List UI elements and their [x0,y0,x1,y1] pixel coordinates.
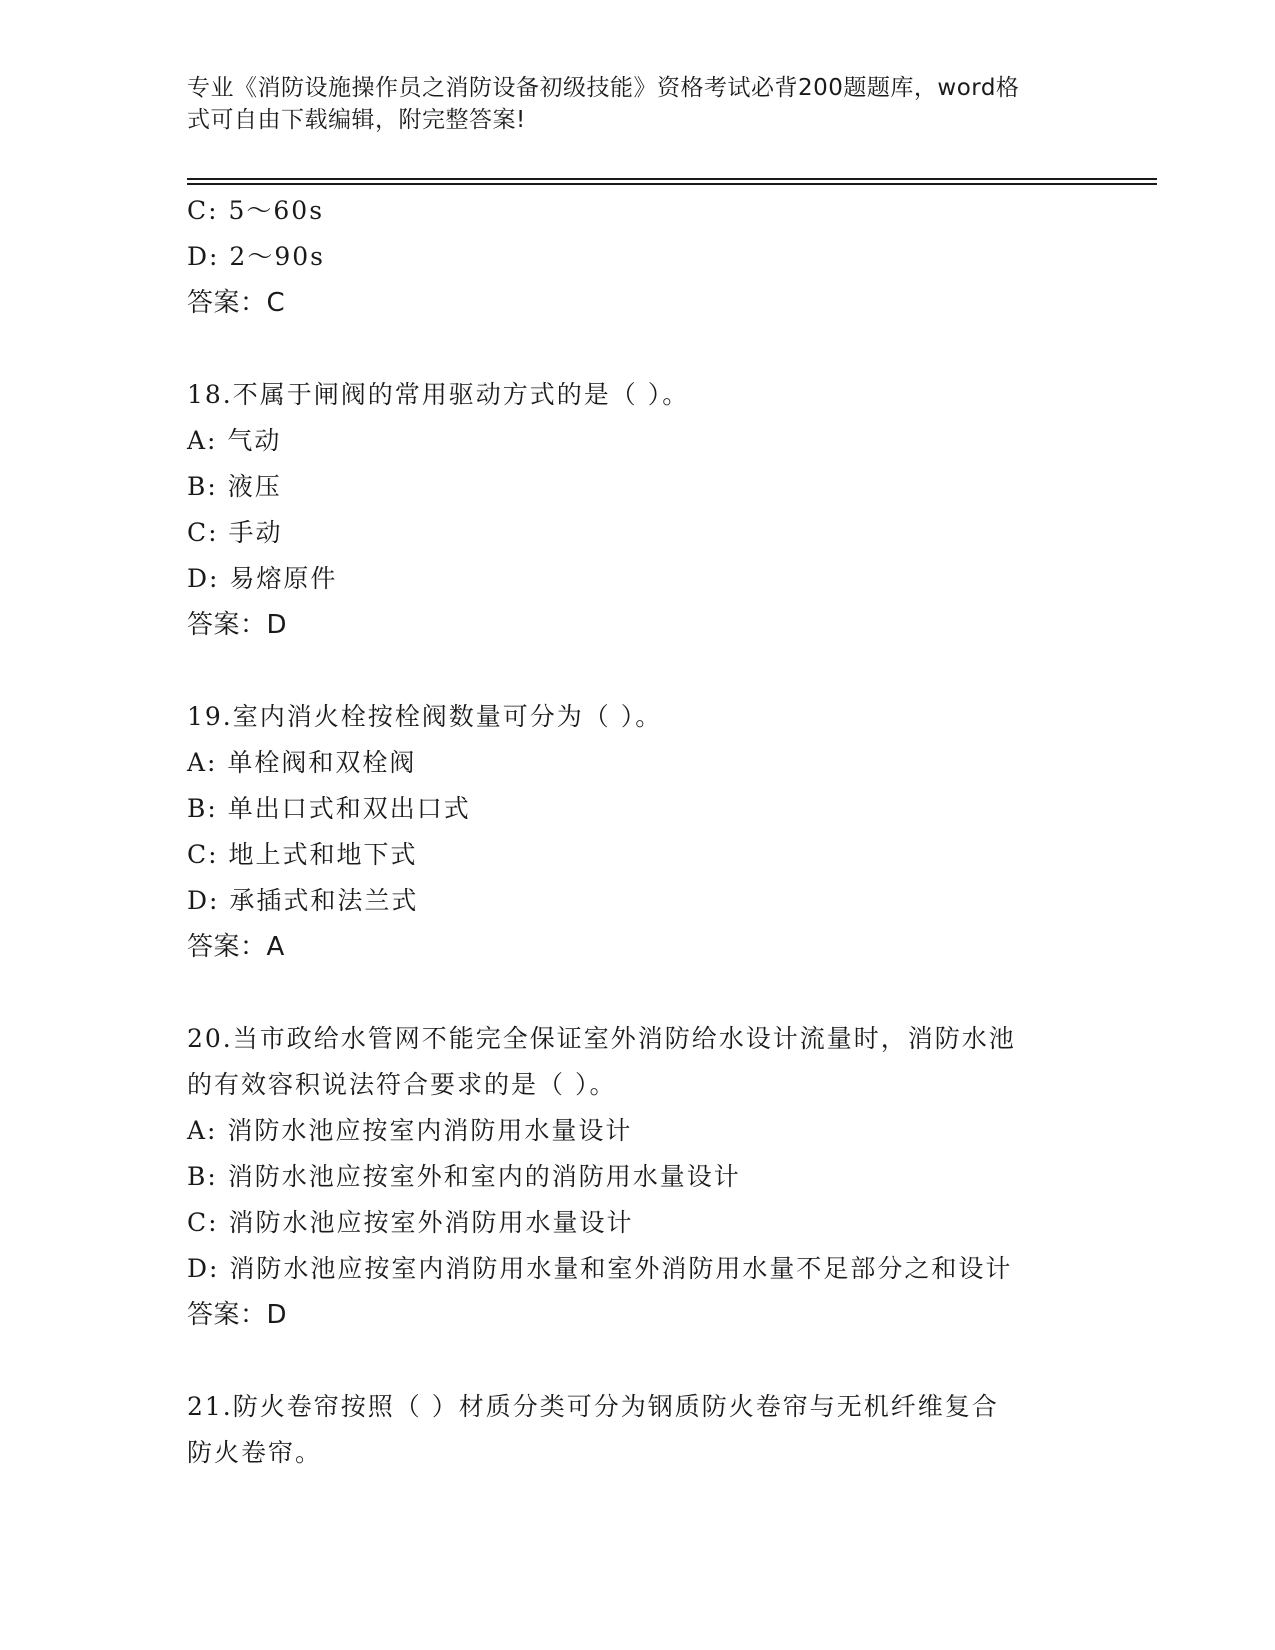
question-line: 19.室内消火栓按栓阀数量可分为（ ）。 [187,702,663,731]
option-line: D: 易熔原件 [187,564,338,593]
option-line: C: 消防水池应按室外消防用水量设计 [187,1208,634,1237]
answer-line: 答案：D [187,1300,288,1330]
option-line: A: 单栓阀和双栓阀 [187,748,417,777]
question-list [187,188,1087,1476]
spacer [187,326,1087,372]
question-line: 的有效容积说法符合要求的是（ ）。 [187,1070,617,1099]
header-rule-bottom [187,183,1157,185]
question-line: 防火卷帘。 [187,1438,323,1467]
option-line: D: 消防水池应按室内消防用水量和室外消防用水量不足部分之和设计 [187,1254,1013,1283]
option-line: B: 单出口式和双出口式 [187,794,471,823]
answer-line: 答案：C [187,288,286,318]
option-line: C: 地上式和地下式 [187,840,418,869]
spacer [187,648,1087,694]
option-line: A: 消防水池应按室内消防用水量设计 [187,1116,633,1145]
answer-line: 答案：D [187,610,288,640]
option-line: B: 消防水池应按室外和室内的消防用水量设计 [187,1162,741,1191]
header-line-2: 式可自由下载编辑，附完整答案! [187,107,526,133]
option-line: D: 2～90s [187,242,325,271]
document-header [187,72,1067,136]
option-line: C: 5～60s [187,196,325,225]
spacer [187,1338,1087,1384]
option-line: D: 承插式和法兰式 [187,886,419,915]
question-line: 18.不属于闸阀的常用驱动方式的是（ ）。 [187,380,690,409]
spacer [187,970,1087,1016]
header-rule-top [187,178,1157,180]
answer-line: 答案：A [187,932,285,962]
header-line-1: 专业《消防设施操作员之消防设备初级技能》资格考试必背200题题库，word格 [187,75,1020,101]
option-line: B: 液压 [187,472,282,501]
option-line: A: 气动 [187,426,282,455]
question-line: 21.防火卷帘按照（ ）材质分类可分为钢质防火卷帘与无机纤维复合 [187,1392,999,1421]
option-line: C: 手动 [187,518,283,547]
question-line: 20.当市政给水管网不能完全保证室外消防给水设计流量时，消防水池 [187,1024,1016,1053]
